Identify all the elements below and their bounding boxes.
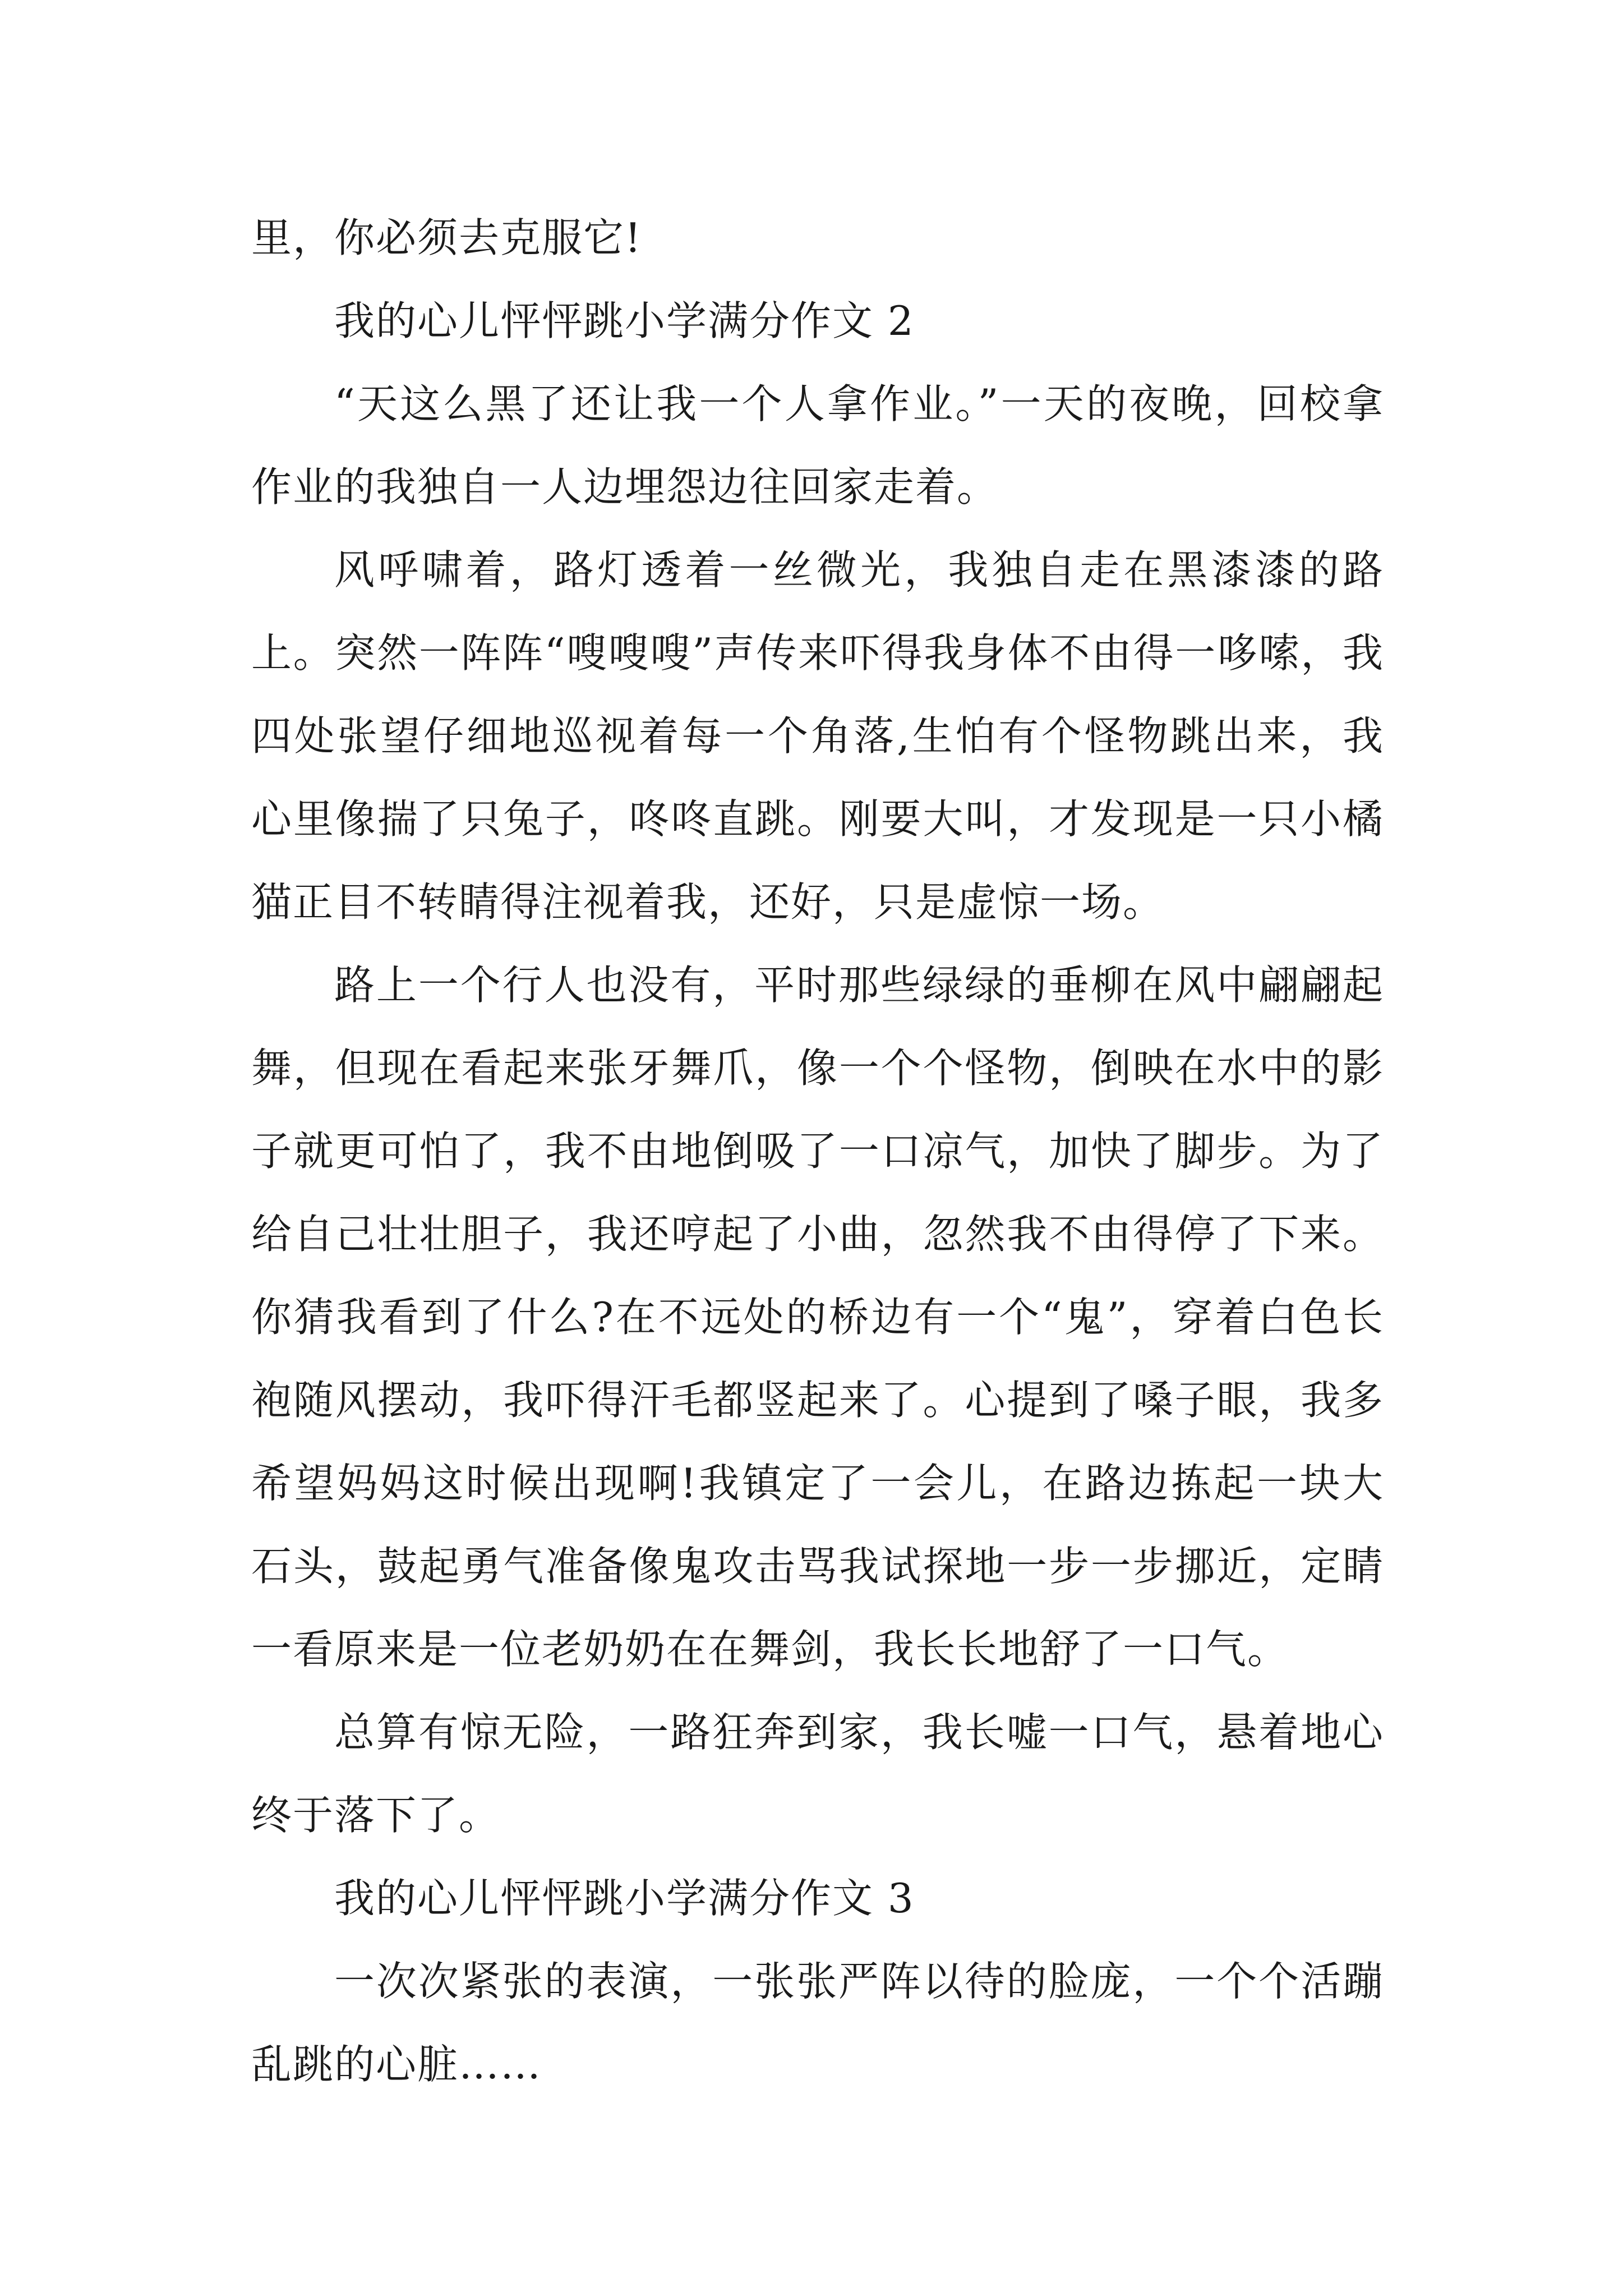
essay-3-heading: 我的心儿怦怦跳小学满分作文 3 [334, 1875, 915, 1922]
document-body [251, 196, 1384, 2106]
essay-2-paragraph-3: 路上一个行人也没有，平时那些绿绿的垂柳在风中翩翩起舞，但现在看起来张牙舞爪，像一个个怪物，倒映在水中的影子就更可怕了，我不由地倒吸了一口凉气，加快了脚步。为了给自己壮壮胆子，我还哼起了小曲，忽然我不由得停了下来。你猜我看到了什么?在不远处的桥边有一个“鬼”，穿着白色长袍随风摆动，我吓得汗毛都竖起来了。心提到了嗓子眼，我多希望妈妈这时候出现啊!我镇定了一会儿，在路边拣起一块大石头，鼓起勇气准备像鬼攻击骂我试探地一步一步挪近，定睛一看原来是一位老奶奶在在舞剑，我长长地舒了一口气。 [251, 961, 1384, 1673]
essay-2-heading: 我的心儿怦怦跳小学满分作文 2 [334, 297, 915, 344]
continuation-paragraph: 里，你必须去克服它! [251, 214, 642, 261]
essay-2-paragraph-4: 总算有惊无险，一路狂奔到家，我长嘘一口气，悬着地心终于落下了。 [251, 1709, 1384, 1839]
essay-2-paragraph-2: 风呼啸着，路灯透着一丝微光，我独自走在黑漆漆的路上。突然一阵阵“嗖嗖嗖”声传来吓得我身体不由得一哆嗦，我四处张望仔细地巡视着每一个角落,生怕有个怪物跳出来，我心里像揣了只兔子，咚咚直跳。刚要大叫，才发现是一只小橘猫正目不转睛得注视着我，还好，只是虚惊一场。 [251, 546, 1384, 926]
essay-2-paragraph-1: “天这么黑了还让我一个人拿作业。”一天的夜晚，回校拿作业的我独自一人边埋怨边往回家走着。 [251, 380, 1384, 510]
essay-3-paragraph-1: 一次次紧张的表演，一张张严阵以待的脸庞，一个个活蹦乱跳的心脏…… [251, 1958, 1384, 2088]
